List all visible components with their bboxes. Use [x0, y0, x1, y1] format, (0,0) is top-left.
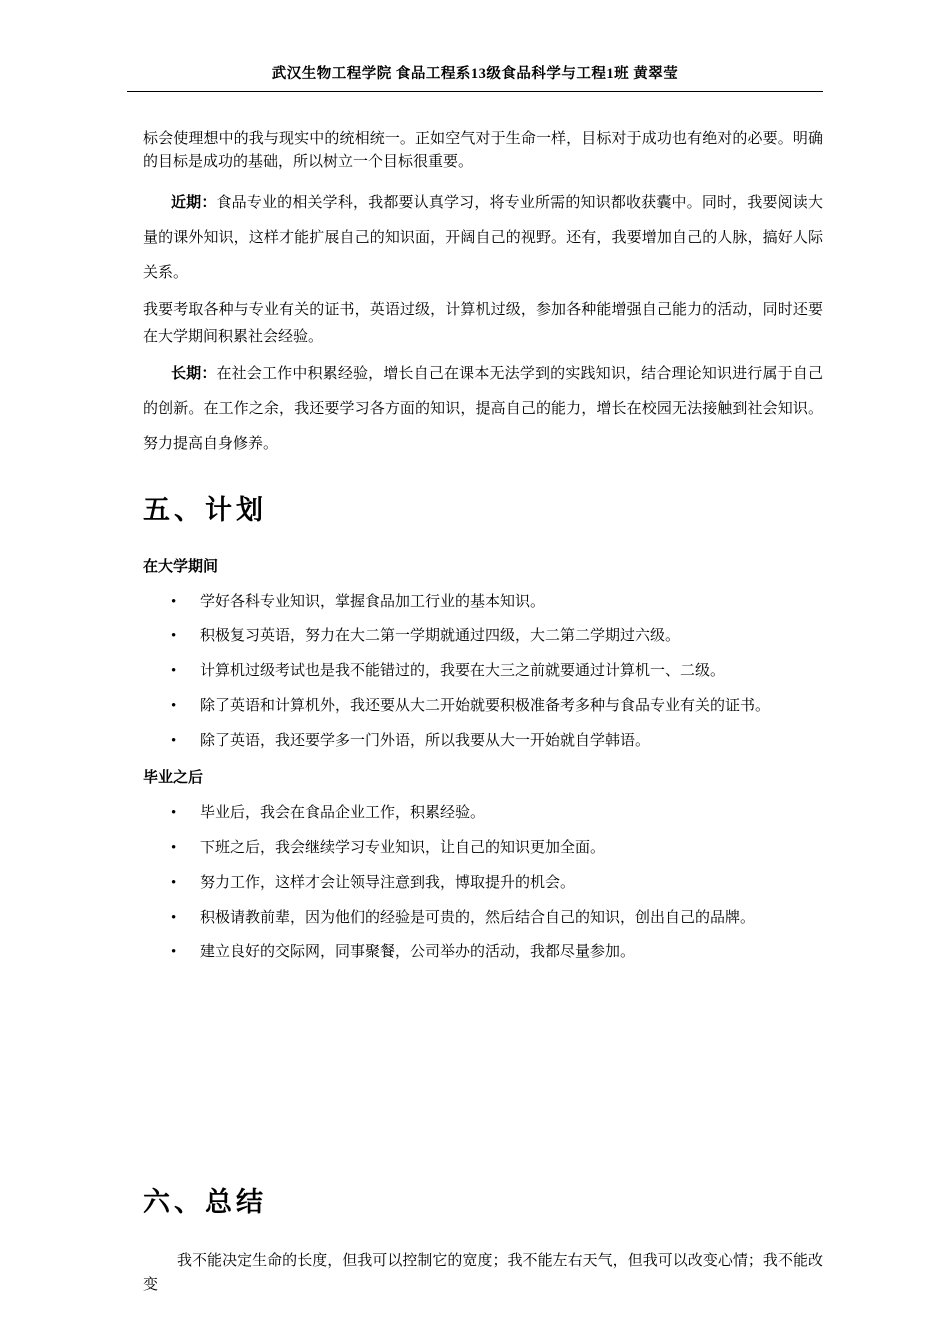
- graduation-subheading: 毕业之后: [143, 769, 204, 787]
- near-term-paragraph: [143, 186, 823, 291]
- summary-section-heading: 六、总结: [143, 1187, 267, 1218]
- list-item: • 下班之后，我会继续学习专业知识，让自己的知识更加全面。: [143, 838, 823, 860]
- long-term-paragraph: [143, 357, 823, 462]
- graduation-plan-list: [143, 803, 823, 964]
- list-item: • 积极请教前辈，因为他们的经验是可贵的，然后结合自己的知识，创出自己的品牌。: [143, 908, 823, 930]
- long-term-text: 在社会工作中积累经验，增长自己在课本无法学到的实践知识，结合理论知识进行属于自己的创新。在工作之余，我还要学习各方面的知识，提高自己的能力，增长在校园无法接触到社会知识。努力提高自身修养。: [143, 365, 823, 452]
- summary-paragraph: 我不能决定生命的长度，但我可以控制它的宽度；我不能左右天气，但我可以改变心情；我不能改变: [143, 1253, 823, 1294]
- intro-paragraph: 标会使理想中的我与现实中的统相统一。正如空气对于生命一样，目标对于成功也有绝对的必要。明确的目标是成功的基础，所以树立一个目标很重要。: [143, 131, 823, 170]
- list-item: • 积极复习英语，努力在大二第一学期就通过四级，大二第二学期过六级。: [143, 626, 823, 648]
- near-term-text: 食品专业的相关学科，我都要认真学习，将专业所需的知识都收获囊中。同时，我要阅读大量的课外知识，这样才能扩展自己的知识面，开阔自己的视野。还有，我要增加自己的人脉，搞好人际关系。: [143, 195, 823, 281]
- document-body: [143, 128, 823, 1297]
- list-item: • 除了英语，我还要学多一门外语，所以我要从大一开始就自学韩语。: [143, 731, 823, 753]
- long-term-label: 长期：: [171, 365, 217, 382]
- list-item: • 除了英语和计算机外，我还要从大二开始就要积极准备考多种与食品专业有关的证书。: [143, 696, 823, 718]
- document-header: 武汉生物工程学院 食品工程系13级食品科学与工程1班 黄翠莹: [127, 62, 823, 92]
- list-item: • 学好各科专业知识，掌握食品加工行业的基本知识。: [143, 592, 823, 614]
- certificates-paragraph: 我要考取各种与专业有关的证书，英语过级，计算机过级，参加各种能增强自己能力的活动，同时还要在大学期间积累社会经验。: [143, 301, 823, 345]
- near-term-label: 近期：: [171, 195, 217, 211]
- list-item: • 毕业后，我会在食品企业工作，积累经验。: [143, 803, 823, 825]
- university-plan-list: [143, 592, 823, 753]
- list-item: • 努力工作，这样才会让领导注意到我，博取提升的机会。: [143, 873, 823, 895]
- list-item: • 建立良好的交际网，同事聚餐，公司举办的活动，我都尽量参加。: [143, 942, 823, 964]
- list-item: • 计算机过级考试也是我不能错过的，我要在大三之前就要通过计算机一、二级。: [143, 661, 823, 683]
- plan-section-heading: 五、计划: [143, 494, 267, 525]
- university-subheading: 在大学期间: [143, 557, 219, 575]
